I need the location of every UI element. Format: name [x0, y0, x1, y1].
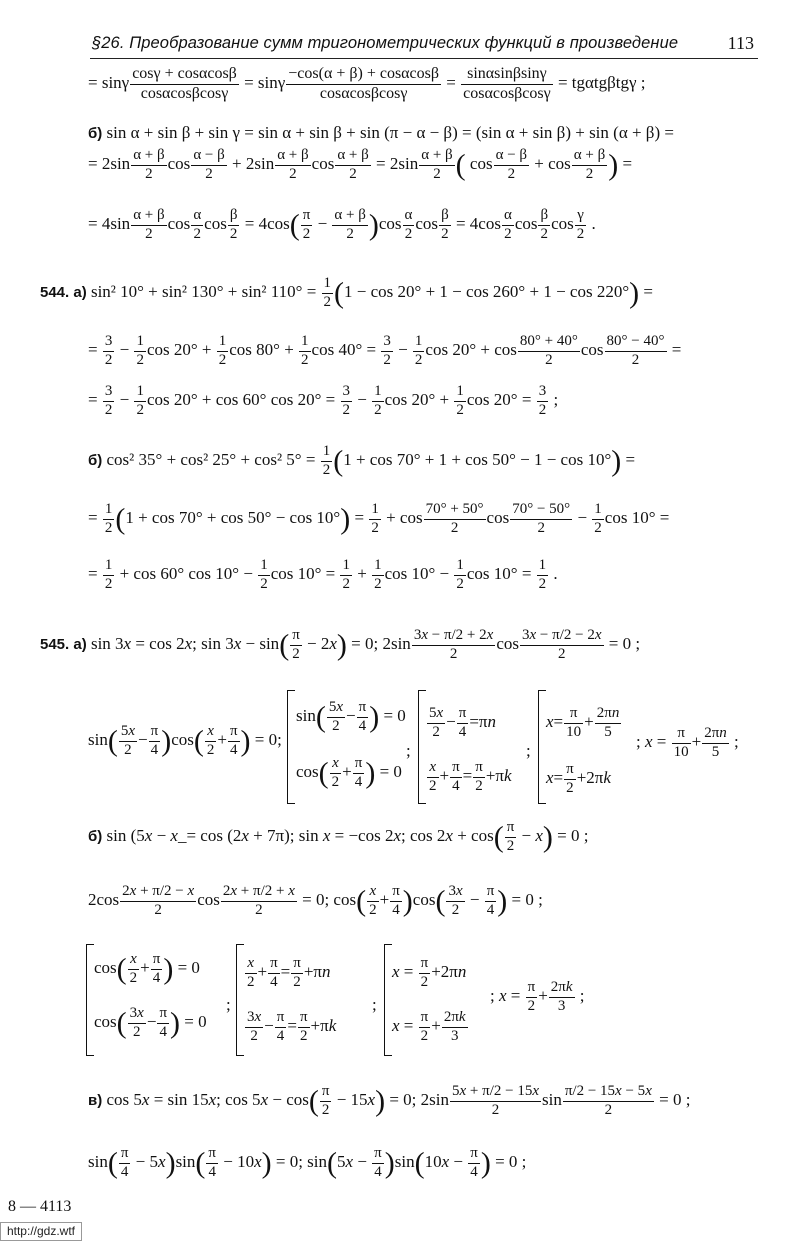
- problem-545v: в) cos 5x = sin 15x; cos 5x − cos( $\frac{\pi}{2}$ − 15x) = 0; 2sin $\frac{5x + \pi/2 - 15x}{2}$ sin $\frac{\pi/2 - 15x - 5x}{2}$ = 0 ;: [88, 1083, 691, 1118]
- system-line: cos( $\frac{3x}{2}$ − $\frac{\pi}{4}$ ) = 0: [94, 1005, 207, 1040]
- item-label: б): [88, 125, 103, 142]
- answer: ; x = $\frac{\pi}{10}$ + $\frac{2\pi n}{5}$ ;: [636, 725, 739, 760]
- problem-544a: 544. а) sin² 10° + sin² 130° + sin² 110° = $\frac{1}{2}$ (1 − cos 20° + 1 − cos 260° + 1 − cos 220°) =: [40, 275, 653, 310]
- item-label: б): [88, 828, 103, 846]
- system-line: cos( $\frac{x}{2}$ + $\frac{\pi}{4}$ ) = 0: [94, 951, 200, 986]
- problem-544b-line-2: = $\frac{1}{2}$ (1 + cos 70° + cos 50° − cos 10°) = $\frac{1}{2}$ + cos $\frac{70^\circ + 50^\circ}{2}$ cos $\frac{70^\circ - 50^\circ}{2}$ − $\frac{1}{2}$ cos 10° =: [88, 501, 670, 536]
- system-line: $\frac{x}{2}$ + $\frac{\pi}{4}$ = $\frac{\pi}{2}$ +πn: [247, 955, 331, 990]
- answer: ; x = $\frac{\pi}{2}$ + $\frac{2\pi k}{3}$ ;: [490, 979, 585, 1014]
- system-line: x = $\frac{\pi}{2}$ + $\frac{2\pi k}{3}$: [392, 1009, 466, 1044]
- system-line: $\frac{3x}{2}$ − $\frac{\pi}{4}$ = $\frac{\pi}{2}$ +πk: [247, 1009, 337, 1044]
- system-bracket: [86, 944, 94, 1056]
- problem-label: 545. а): [40, 636, 87, 654]
- problem-label: 544. а): [40, 284, 87, 302]
- item-label: б): [88, 452, 103, 470]
- problem-545b: б) sin (5x − x_= cos (2x + 7π); sin x = −cos 2x; cos 2x + cos( $\frac{\pi}{2}$ − x) = 0 ;: [88, 819, 589, 854]
- system-line: $\frac{x}{2}$ + $\frac{\pi}{4}$ = $\frac{\pi}{2}$ +πk: [429, 759, 512, 794]
- problem-544a-line-2: = $\frac{3}{2}$ − $\frac{1}{2}$ cos 20° + $\frac{1}{2}$ cos 80° + $\frac{1}{2}$ cos 40° = $\frac{3}{2}$ − $\frac{1}{2}$ cos 20° + cos $\frac{80^\circ + 40^\circ}{2}$ cos $\frac{80^\circ - 40^\circ}{2}$ =: [88, 333, 682, 368]
- problem-544a-line-3: = $\frac{3}{2}$ − $\frac{1}{2}$ cos 20° + cos 60° cos 20° = $\frac{3}{2}$ − $\frac{1}{2}$ cos 20° + $\frac{1}{2}$ cos 20° = $\frac{3}{2}$ ;: [88, 383, 559, 418]
- problem-545a: 545. а) sin 3x = cos 2x; sin 3x − sin( $\frac{\pi}{2}$ − 2x) = 0; 2sin $\frac{3x - \pi/2 + 2x}{2}$ cos $\frac{3x - \pi/2 - 2x}{2}$ = 0 ;: [40, 627, 641, 662]
- system-line: cos( $\frac{x}{2}$ + $\frac{\pi}{4}$ ) = 0: [296, 755, 402, 790]
- system-bracket: [287, 690, 295, 804]
- sheet-signature: 8 — 4113: [8, 1198, 72, 1215]
- section-title: §26. Преобразование сумм тригонометрических функций в произведение: [92, 34, 679, 52]
- separator: ;: [406, 741, 411, 760]
- problem-544b-line-3: = $\frac{1}{2}$ + cos 60° cos 10° − $\frac{1}{2}$ cos 10° = $\frac{1}{2}$ + $\frac{1}{2}$ cos 10° − $\frac{1}{2}$ cos 10° = $\frac{1}{2}$ .: [88, 557, 558, 592]
- equation-text: sin α + sin β + sin γ = sin α + sin β + sin (π − α − β) = (sin α + sin β) + sin (α + β) =: [106, 123, 674, 142]
- separator: ;: [226, 995, 231, 1014]
- system-bracket: [538, 690, 546, 804]
- equation-line-3: = 2sin $\frac{\alpha + \beta}{2}$ cos $\frac{\alpha - \beta}{2}$ + 2sin $\frac{\alpha + \beta}{2}$ cos $\frac{\alpha + \beta}{2}$ = 2sin $\frac{\alpha + \beta}{2}$ ( cos $\frac{\alpha - \beta}{2}$ + cos $\frac{\alpha + \beta}{2}$ ) =: [88, 147, 633, 182]
- page-header: [90, 34, 758, 59]
- system-line: sin( $\frac{5x}{2}$ − $\frac{\pi}{4}$ ) = 0: [296, 699, 406, 734]
- system-bracket: [236, 944, 244, 1056]
- system-bracket: [384, 944, 392, 1056]
- watermark-link[interactable]: http://gdz.wtf: [0, 1222, 82, 1241]
- system-line: x= $\frac{\pi}{2}$ +2πk: [546, 761, 611, 796]
- system-line: $\frac{5x}{2}$ − $\frac{\pi}{4}$ =πn: [429, 705, 497, 740]
- system-line: x= $\frac{\pi}{10}$ + $\frac{2\pi n}{5}$: [546, 705, 620, 740]
- system-bracket: [418, 690, 426, 804]
- item-label: в): [88, 1092, 103, 1110]
- problem-545b-line-2: 2cos $\frac{2x + \pi/2 - x}{2}$ cos $\frac{2x + \pi/2 + x}{2}$ = 0; cos( $\frac{x}{2}$ + $\frac{\pi}{4}$ )cos( $\frac{3x}{2}$ − $\frac{\pi}{4}$ ) = 0 ;: [88, 883, 543, 918]
- equation-line-1: = sinγ $\frac{\cos\gamma + \cos\alpha\cos\beta}{\cos\alpha\cos\beta\cos\gamma}$ = sinγ $\frac{-\cos(\alpha + \beta) + \cos\alpha\cos\beta}{\cos\alpha\cos\beta\cos\gamma}$ = $\frac{\sin\alpha\sin\beta\sin\gamma}{\cos\alpha\cos\beta\cos\gamma}$ = tgαtgβtgγ ;: [88, 65, 646, 102]
- system-line: x = $\frac{\pi}{2}$ +2πn: [392, 955, 467, 990]
- separator: ;: [372, 995, 377, 1014]
- equation-line-2: [88, 124, 674, 141]
- equation-line-4: = 4sin $\frac{\alpha + \beta}{2}$ cos $\frac{\alpha}{2}$ cos $\frac{\beta}{2}$ = 4cos( $\frac{\pi}{2}$ − $\frac{\alpha + \beta}{2}$ )cos $\frac{\alpha}{2}$ cos $\frac{\beta}{2}$ = 4cos $\frac{\alpha}{2}$ cos $\frac{\beta}{2}$ cos $\frac{\gamma}{2}$ .: [88, 207, 596, 242]
- problem-545a-product: sin( $\frac{5x}{2}$ − $\frac{\pi}{4}$ )cos( $\frac{x}{2}$ + $\frac{\pi}{4}$ ) = 0;: [88, 723, 282, 758]
- problem-544b: б) cos² 35° + cos² 25° + cos² 5° = $\frac{1}{2}$ (1 + cos 70° + 1 + cos 50° − 1 − cos 10°) =: [88, 443, 636, 478]
- separator: ;: [526, 741, 531, 760]
- page-number: 113: [727, 33, 754, 53]
- problem-545v-line-2: sin( $\frac{\pi}{4}$ − 5x)sin( $\frac{\pi}{4}$ − 10x) = 0; sin(5x − $\frac{\pi}{4}$ )sin(10x − $\frac{\pi}{4}$ ) = 0 ;: [88, 1145, 527, 1180]
